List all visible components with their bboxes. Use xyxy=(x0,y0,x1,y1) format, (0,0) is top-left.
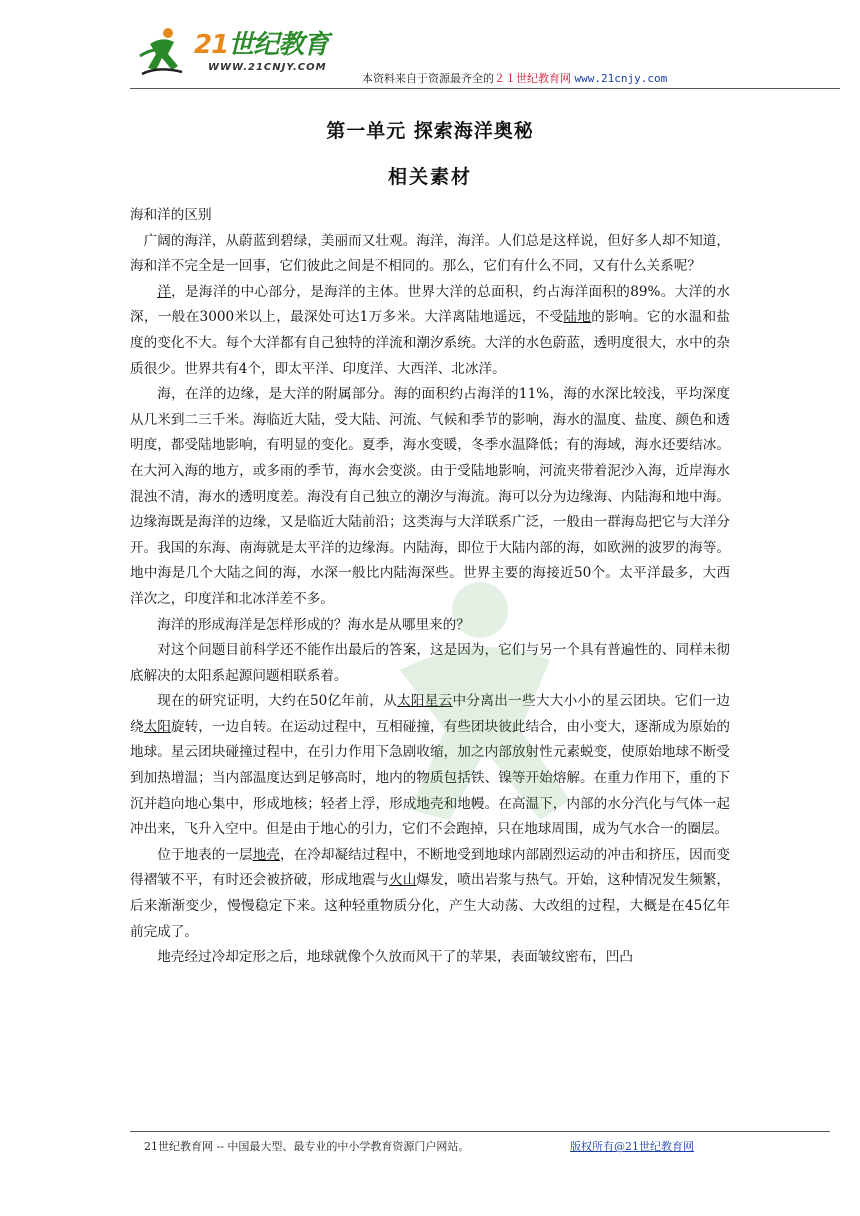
paragraph-1: 广阔的海洋，从蔚蓝到碧绿，美丽而又壮观。海洋，海洋。人们总是这样说，但好多人却不知道，海和洋不完全是一回事，它们彼此之间是不相同的。那么，它们有什么不同，又有什么关系呢？ xyxy=(130,232,730,275)
link-volcano[interactable]: 火山 xyxy=(389,872,417,889)
paragraph-6: 现在的研究证明，大约在50亿年前，从太阳星云中分离出一些大大小小的星云团块。它们一边绕太阳旋转，一边自转。在运动过程中，互相碰撞，有些团块彼此结合，由小变大，逐渐成为原始的地球。星云团块碰撞过程中，在引力作用下急剧收缩，加之内部放射性元素蜕变，使原始地球不断受到加热增温；当内部温度达到足够高时，地内的物质包括铁、镍等开始熔解。在重力作用下，重的下沉并趋向地心集中，形成地核；轻者上浮，形成地壳和地幔。在高温下，内部的水分汽化与气体一起冲出来，飞升入空中。但是由于地心的引力，它们不会跑掉，只在地球周围，成为气水合一的圈层。 xyxy=(130,693,731,838)
document-subtitle: 相关素材 xyxy=(387,166,472,188)
site-url-link[interactable]: www.21cnjy.com xyxy=(574,72,668,85)
document-body xyxy=(130,203,730,971)
link-solar-nebula[interactable]: 太阳星云 xyxy=(396,693,453,710)
header-note: 本资料来自于资源最齐全的２１世纪教育网 www.21cnjy.com xyxy=(362,72,668,85)
footer-text: 21世纪教育网 -- 中国最大型、最专业的中小学教育资源门户网站。 xyxy=(144,1140,470,1153)
page-header xyxy=(130,22,840,86)
logo-url: WWW.21CNJY.COM xyxy=(208,62,327,73)
site-logo[interactable] xyxy=(138,22,338,82)
brand-link[interactable]: ２１世纪教育网 xyxy=(494,72,571,85)
section-heading: 海和洋的区别 xyxy=(130,207,212,223)
paragraph-8: 地壳经过冷却定形之后，地球就像个久放而风干了的苹果，表面皱纹密布，凹凸 xyxy=(157,949,633,966)
link-crust[interactable]: 地壳 xyxy=(252,846,280,863)
copyright-link[interactable]: 版权所有@21世纪教育网 xyxy=(570,1140,694,1153)
link-ocean[interactable]: 洋 xyxy=(157,283,172,300)
document-title: 第一单元 探索海洋奥秘 xyxy=(326,120,534,142)
logo-title: 21世纪教育 xyxy=(194,30,329,60)
paragraph-3: 海，在洋的边缘，是大洋的附属部分。海的面积约占海洋的11%，海的水深比较浅，平均深度从几米到二三千米。海临近大陆，受大陆、河流、气候和季节的影响，海水的温度、盐度、颜色和透明度，都受陆地影响，有明显的变化。夏季，海水变暖，冬季水温降低；有的海域，海水还要结冰。在大河入海的地方，或多雨的季节，海水会变淡。由于受陆地影响，河流夹带着泥沙入海，近岸海水混浊不清，海水的透明度差。海没有自己独立的潮汐与海流。海可以分为边缘海、内陆海和地中海。边缘海既是海洋的边缘，又是临近大陆前沿；这类海与大洋联系广泛，一般由一群海岛把它与大洋分开。我国的东海、南海就是太平洋的边缘海。内陆海，即位于大陆内部的海，如欧洲的波罗的海等。地中海是几个大陆之间的海，水深一般比内陆海深些。世界主要的海接近50个。太平洋最多，大西洋次之，印度洋和北冰洋差不多。 xyxy=(130,386,730,607)
paragraph-7: 位于地表的一层地壳，在冷却凝结过程中，不断地受到地球内部剧烈运动的冲击和挤压，因而变得褶皱不平，有时还会被挤破，形成地震与火山爆发，喷出岩浆与热气。开始，这种情况发生频繁，后来渐渐变少，慢慢稳定下来。这种轻重物质分化，产生大动荡、大改组的过程，大概是在45亿年前完成了。 xyxy=(130,846,731,940)
runner-logo-icon xyxy=(138,26,184,78)
link-land[interactable]: 陆地 xyxy=(563,309,592,326)
paragraph-2: 洋，是海洋的中心部分，是海洋的主体。世界大洋的总面积，约占海洋面积的89%。大洋的水深，一般在3000米以上，最深处可达1万多米。大洋离陆地遥远，不受陆地的影响。它的水温和盐度的变化不大。每个大洋都有自己独特的洋流和潮汐系统。大洋的水色蔚蓝，透明度很大，水中的杂质很少。世界共有4个，即太平洋、印度洋、大西洋、北冰洋。 xyxy=(130,283,731,377)
header-divider xyxy=(130,88,840,89)
paragraph-4: 海洋的形成海洋是怎样形成的？海水是从哪里来的？ xyxy=(157,616,470,633)
footer-divider xyxy=(130,1131,830,1132)
paragraph-5: 对这个问题目前科学还不能作出最后的答案，这是因为，它们与另一个具有普遍性的、同样未彻底解决的太阳系起源问题相联系着。 xyxy=(130,642,730,684)
link-sun[interactable]: 太阳 xyxy=(143,718,171,735)
